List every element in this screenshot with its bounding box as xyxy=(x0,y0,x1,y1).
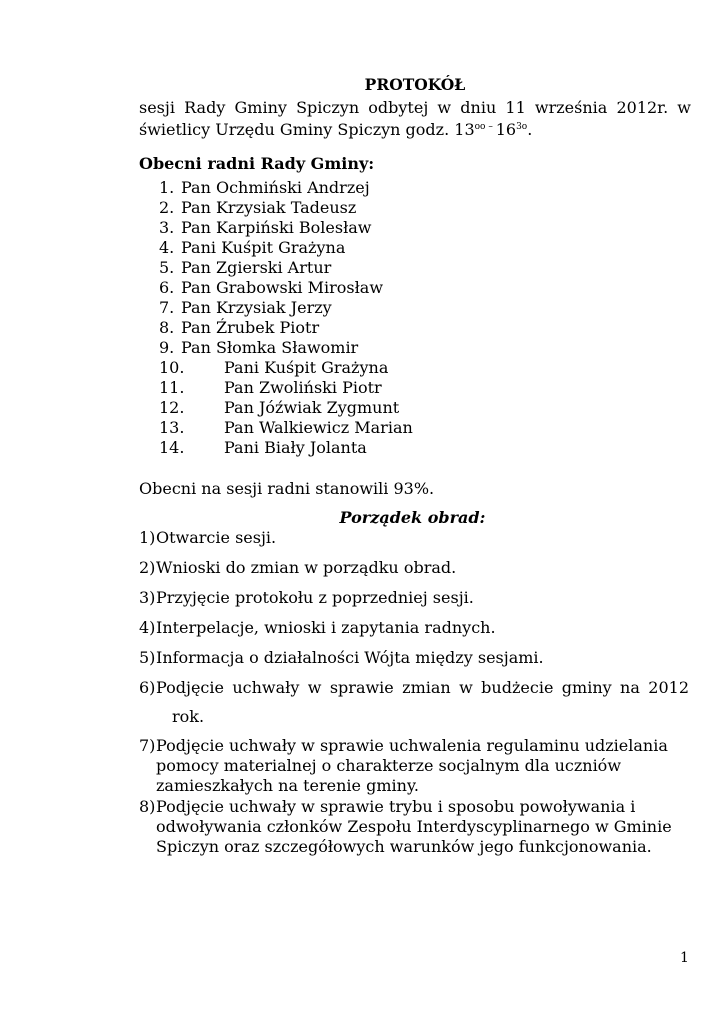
list-item xyxy=(139,558,456,578)
agenda-text-continuation: Spiczyn oraz szczegółowych warunków jego funkcjonowania. xyxy=(156,837,652,856)
list-item xyxy=(159,398,399,418)
time-start-minutes: oo xyxy=(474,122,486,132)
member-number: 9. xyxy=(159,338,175,357)
session-intro-line-2 xyxy=(139,120,532,140)
time-end-hour: 16 xyxy=(495,120,517,139)
member-name: Pan Słomka Sławomir xyxy=(181,338,359,357)
member-number: 5. xyxy=(159,258,175,277)
member-name: Pan Jóźwiak Zygmunt xyxy=(224,398,400,417)
member-name: Pan Grabowski Mirosław xyxy=(181,278,384,297)
member-number: 10. xyxy=(159,358,185,377)
member-number: 2. xyxy=(159,198,175,217)
agenda-text-continuation: odwoływania członków Zespołu Interdyscyplinarnego w Gminie xyxy=(156,817,672,836)
member-name: Pan Krzysiak Jerzy xyxy=(181,298,332,317)
member-number: 12. xyxy=(159,398,185,417)
agenda-number: 2) xyxy=(139,558,156,577)
agenda-number: 7) xyxy=(139,736,156,755)
list-item xyxy=(139,736,668,756)
list-item xyxy=(159,438,367,458)
agenda-text: Podjęcie uchwały w sprawie trybu i sposobu powoływania i xyxy=(156,797,636,816)
list-item xyxy=(139,528,276,548)
list-item xyxy=(159,298,332,318)
agenda-heading: Porządek obrad: xyxy=(339,508,486,527)
agenda-text-continuation: pomocy materialnej o charakterze socjalnym dla uczniów xyxy=(156,756,622,775)
member-number: 13. xyxy=(159,418,185,437)
agenda-number: 4) xyxy=(139,618,156,637)
session-intro-line-1: sesji Rady Gminy Spiczyn odbytej w dniu 11 września 2012r. w xyxy=(139,98,691,117)
member-number: 8. xyxy=(159,318,175,337)
time-separator: – xyxy=(485,122,496,132)
document-title: PROTOKÓŁ xyxy=(364,75,466,94)
list-item xyxy=(159,278,383,298)
agenda-text: Otwarcie sesji. xyxy=(156,528,277,547)
member-number: 14. xyxy=(159,438,185,457)
member-number: 6. xyxy=(159,278,175,297)
agenda-text: Podjęcie uchwały w sprawie zmian w budżecie gminy na 2012 xyxy=(156,678,689,697)
list-item xyxy=(139,588,474,608)
list-item xyxy=(139,797,635,817)
list-item xyxy=(159,198,356,218)
member-name: Pani Biały Jolanta xyxy=(224,438,367,457)
list-item xyxy=(139,618,496,638)
session-location-time: świetlicy Urzędu Gminy Spiczyn godz. 13 xyxy=(139,120,475,139)
list-item xyxy=(159,338,358,358)
list-item xyxy=(159,178,370,198)
list-item xyxy=(139,678,689,698)
list-item xyxy=(159,238,345,258)
time-end-minutes: 3o xyxy=(516,122,528,132)
member-number: 7. xyxy=(159,298,175,317)
member-name: Pan Karpiński Bolesław xyxy=(181,218,372,237)
member-number: 3. xyxy=(159,218,175,237)
agenda-text-continuation: zamieszkałych na terenie gminy. xyxy=(156,776,419,795)
agenda-number: 3) xyxy=(139,588,156,607)
agenda-text: Interpelacje, wnioski i zapytania radnych. xyxy=(156,618,496,637)
page-number: 1 xyxy=(680,950,689,966)
agenda-number: 6) xyxy=(139,678,156,697)
member-name: Pan Źrubek Piotr xyxy=(181,318,320,337)
member-name: Pan Krzysiak Tadeusz xyxy=(181,198,357,217)
member-number: 1. xyxy=(159,178,175,197)
list-item xyxy=(139,648,544,668)
list-item xyxy=(159,258,331,278)
agenda-number: 1) xyxy=(139,528,156,547)
agenda-number: 8) xyxy=(139,797,156,816)
member-name: Pan Walkiewicz Marian xyxy=(224,418,413,437)
agenda-text: Podjęcie uchwały w sprawie uchwalenia regulaminu udzielania xyxy=(156,736,668,755)
list-item xyxy=(159,218,372,238)
intro-period: . xyxy=(527,120,533,139)
member-name: Pan Zgierski Artur xyxy=(181,258,332,277)
agenda-text-continuation: rok. xyxy=(172,707,205,726)
member-number: 4. xyxy=(159,238,175,257)
member-name: Pani Kuśpit Grażyna xyxy=(181,238,346,257)
attendance-summary: Obecni na sesji radni stanowili 93%. xyxy=(139,479,435,498)
member-number: 11. xyxy=(159,378,185,397)
list-item xyxy=(159,378,382,398)
agenda-text: Wnioski do zmian w porządku obrad. xyxy=(156,558,457,577)
member-name: Pan Zwoliński Piotr xyxy=(224,378,382,397)
list-item xyxy=(159,358,388,378)
member-name: Pan Ochmiński Andrzej xyxy=(181,178,370,197)
agenda-number: 5) xyxy=(139,648,156,667)
member-name: Pani Kuśpit Grażyna xyxy=(224,358,389,377)
members-heading: Obecni radni Rady Gminy: xyxy=(139,154,375,173)
list-item xyxy=(159,318,319,338)
list-item xyxy=(159,418,413,438)
agenda-text: Informacja o działalności Wójta między sesjami. xyxy=(156,648,544,667)
agenda-text: Przyjęcie protokołu z poprzedniej sesji. xyxy=(156,588,474,607)
